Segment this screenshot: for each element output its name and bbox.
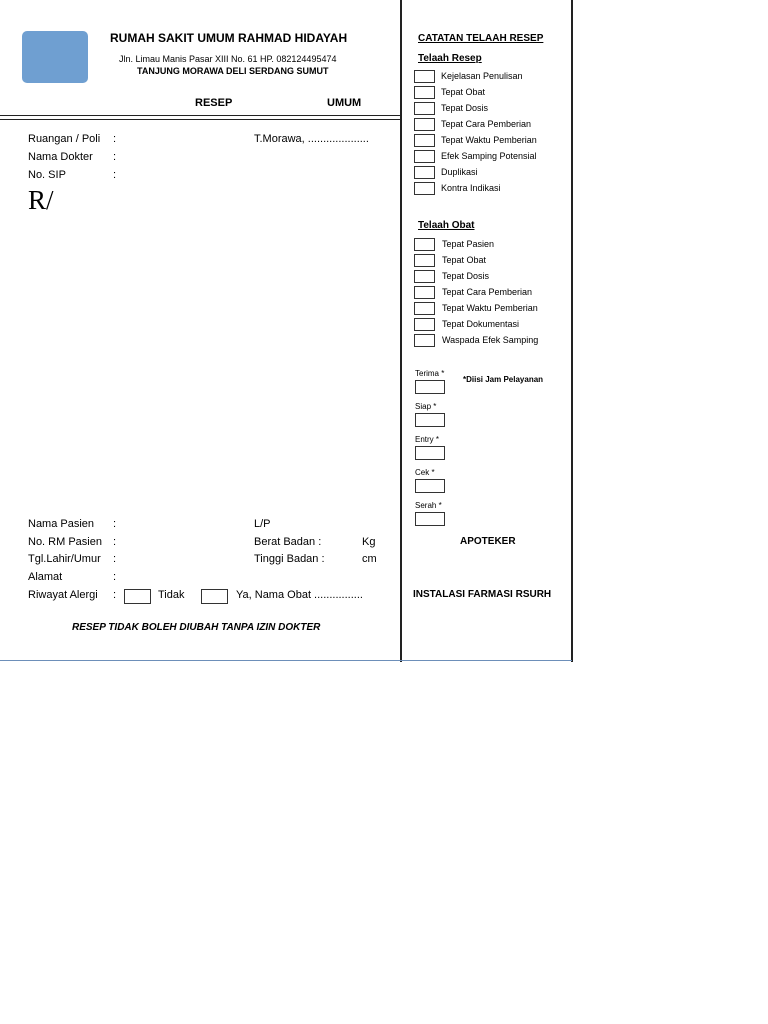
jam-time-field[interactable] (415, 512, 445, 526)
tgl-lahir-label: Tgl.Lahir/Umur (28, 553, 101, 565)
hospital-name: RUMAH SAKIT UMUM RAHMAD HIDAYAH (110, 31, 348, 45)
jam-item-label: Serah * (415, 501, 442, 510)
place-date: T.Morawa, .................... (254, 133, 369, 145)
telaah-resep-item-label: Kontra Indikasi (441, 183, 501, 193)
telaah-resep-title: Telaah Resep (418, 53, 482, 64)
apoteker-label: APOTEKER (460, 536, 516, 547)
telaah-obat-item-label: Tepat Dokumentasi (442, 319, 520, 329)
telaah-resep-item-label: Tepat Cara Pemberian (441, 119, 532, 129)
rm-pasien-label: No. RM Pasien (28, 536, 102, 548)
telaah-resep-item-label: Kejelasan Penulisan (441, 71, 523, 81)
telaah-obat-item-label: Tepat Pasien (442, 239, 495, 249)
resep-label: RESEP (195, 97, 233, 109)
jam-time-field[interactable] (415, 446, 445, 460)
telaah-obat-checkbox[interactable] (414, 318, 435, 331)
telaah-obat-checkbox[interactable] (414, 270, 435, 283)
telaah-resep-item-label: Tepat Dosis (441, 103, 489, 113)
lp-label: L/P (254, 518, 271, 530)
ruangan-colon: : (113, 133, 117, 145)
telaah-obat-item-label: Tepat Waktu Pemberian (442, 303, 538, 313)
telaah-resep-checkbox[interactable] (414, 70, 435, 83)
telaah-obat-checkbox[interactable] (414, 286, 435, 299)
footer-note: RESEP TIDAK BOLEH DIUBAH TANPA IZIN DOKTER (72, 622, 321, 633)
column-divider (400, 0, 402, 662)
telaah-obat-title: Telaah Obat (418, 220, 475, 231)
dokter-label: Nama Dokter (28, 151, 93, 163)
telaah-obat-checkbox[interactable] (414, 302, 435, 315)
alergi-colon: : (113, 589, 117, 601)
sidebar-title: CATATAN TELAAH RESEP (418, 33, 544, 44)
telaah-resep-item-label: Duplikasi (441, 167, 478, 177)
sip-colon: : (113, 169, 117, 181)
telaah-obat-item-label: Tepat Cara Pemberian (442, 287, 533, 297)
rx-symbol: R/ (28, 185, 54, 215)
telaah-resep-checkbox[interactable] (414, 134, 435, 147)
telaah-resep-checkbox[interactable] (414, 150, 435, 163)
nama-pasien-colon: : (113, 518, 117, 530)
sip-label: No. SIP (28, 169, 66, 181)
telaah-obat-checkbox[interactable] (414, 254, 435, 267)
telaah-resep-checkbox[interactable] (414, 86, 435, 99)
nama-pasien-label: Nama Pasien (28, 518, 95, 530)
hospital-city: TANJUNG MORAWA DELI SERDANG SUMUT (137, 66, 329, 76)
alergi-ya-label: Ya, Nama Obat ................ (236, 589, 363, 601)
telaah-resep-checkbox[interactable] (414, 182, 435, 195)
berat-badan-unit: Kg (362, 536, 376, 548)
tinggi-badan-label: Tinggi Badan : (254, 553, 325, 565)
telaah-obat-checkbox[interactable] (414, 334, 435, 347)
jam-time-field[interactable] (415, 413, 445, 427)
header-divider-top (0, 115, 400, 116)
telaah-resep-item-label: Tepat Waktu Pemberian (441, 135, 537, 145)
jam-time-field[interactable] (415, 479, 445, 493)
ruangan-label: Ruangan / Poli (28, 133, 101, 145)
jam-item-label: Entry * (415, 435, 440, 444)
alamat-colon: : (113, 571, 117, 583)
rm-pasien-colon: : (113, 536, 117, 548)
header-divider-bottom (0, 119, 400, 120)
berat-badan-label: Berat Badan : (254, 536, 322, 548)
alergi-label: Riwayat Alergi (28, 589, 98, 601)
jam-item-label: Terima * (415, 369, 445, 378)
hospital-address: Jln. Limau Manis Pasar XIII No. 61 HP. 082124495474 (119, 54, 337, 64)
telaah-resep-item-label: Tepat Obat (441, 87, 486, 97)
jam-item-label: Siap * (415, 402, 437, 411)
alamat-label: Alamat (28, 571, 63, 583)
telaah-obat-checkbox[interactable] (414, 238, 435, 251)
telaah-resep-checkbox[interactable] (414, 118, 435, 131)
alergi-tidak-label: Tidak (158, 589, 185, 601)
jam-item-label: Cek * (415, 468, 435, 477)
bottom-border (0, 660, 572, 661)
telaah-resep-checkbox[interactable] (414, 166, 435, 179)
right-border (571, 0, 573, 662)
jam-note: *Diisi Jam Pelayanan (463, 375, 544, 384)
telaah-obat-item-label: Tepat Dosis (442, 271, 490, 281)
hospital-logo (22, 31, 88, 83)
dokter-colon: : (113, 151, 117, 163)
tinggi-badan-unit: cm (362, 553, 377, 565)
tgl-lahir-colon: : (113, 553, 117, 565)
jam-time-field[interactable] (415, 380, 445, 394)
umum-label: UMUM (327, 97, 362, 109)
alergi-tidak-checkbox[interactable] (124, 589, 151, 604)
telaah-obat-item-label: Tepat Obat (442, 255, 487, 265)
telaah-obat-item-label: Waspada Efek Samping (442, 335, 539, 345)
telaah-resep-item-label: Efek Samping Potensial (441, 151, 537, 161)
telaah-resep-checkbox[interactable] (414, 102, 435, 115)
instalasi-label: INSTALASI FARMASI RSURH (413, 589, 552, 600)
alergi-ya-checkbox[interactable] (201, 589, 228, 604)
